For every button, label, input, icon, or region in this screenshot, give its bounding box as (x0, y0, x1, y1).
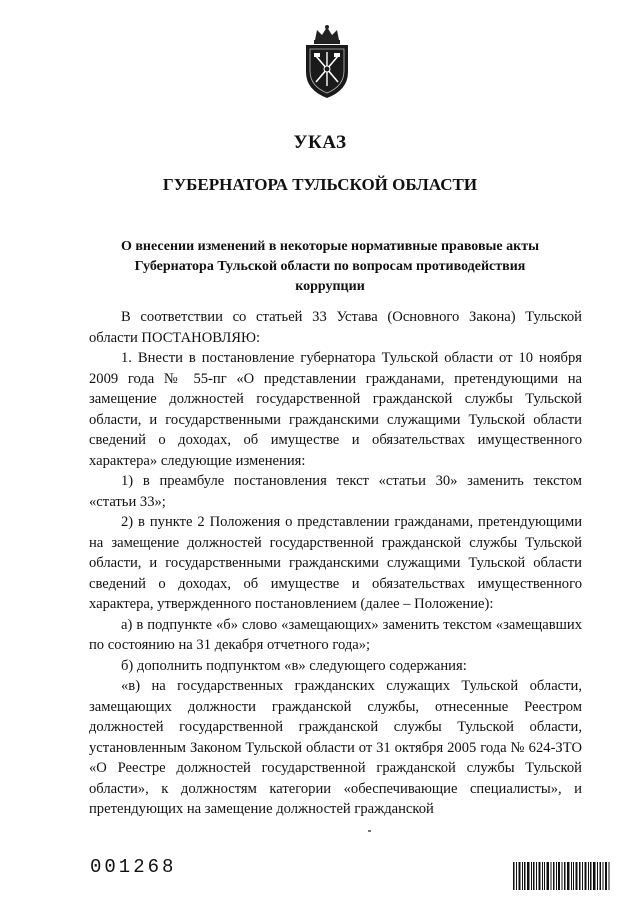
scan-mark (368, 830, 371, 832)
paragraph-item-1: 1. Внести в постановление губернатора Тульской области от 10 ноября 2009 года № 55-пг «О представлении гражданами, претендующими на замещение должностей государственной гражданской службы Тульской области, и государственными гражданскими служащими Тульской области сведений о доходах, об имуществе и обязательствах имущественного характера» следующие изменения: (89, 350, 582, 469)
paragraph-subitem-1: 1) в преамбуле постановления текст «статьи 30» заменить текстом «статьи 33»; (89, 473, 582, 510)
barcode-graphic (512, 862, 612, 890)
document-subtitle: ГУБЕРНАТОРА ТУЛЬСКОЙ ОБЛАСТИ (162, 175, 478, 194)
document-heading: О внесении изменений в некоторые нормативные правовые акты Губернатора Тульской области по вопросам противодействия коррупции (120, 239, 540, 294)
paragraph-subitem-v: «в) на государственных гражданских служащих Тульской области, замещающих должности гражданской службы, отнесенные Реестром должностей государственной гражданской службы Тульской области, установленным Законом Тульской области от 31 октября 2005 года № 624-ЗТО «О Реестре должностей государственной гражданской службы Тульской области», к должностям категории «обеспечивающие специалисты», и претендующих на замещение должностей гражданской (89, 678, 582, 817)
paragraph-subitem-b: б) дополнить подпунктом «в» следующего содержания: (121, 657, 467, 674)
document-title: УКАЗ (293, 132, 347, 153)
tula-coat-of-arms-emblem (298, 24, 356, 100)
paragraph-preamble: В соответствии со статьей 33 Устава (Основного Закона) Тульской области ПОСТАНОВЛЯЮ: (89, 309, 582, 346)
paragraph-subitem-2: 2) в пункте 2 Положения о представлении гражданами, претендующими на замещение должностей государственной гражданской службы Тульской области, и государственными гражданскими служащими Тульской области сведений о доходах, об имуществе и обязательствах имущественного характера, утвержденного постановлением (далее – Положение): (89, 514, 582, 612)
document-number: 001268 (90, 856, 177, 878)
document-body (89, 307, 582, 820)
paragraph-subitem-a: а) в подпункте «б» слово «замещающих» заменить текстом «замещавших по состоянию на 31 декабря отчетного года»; (89, 616, 582, 653)
